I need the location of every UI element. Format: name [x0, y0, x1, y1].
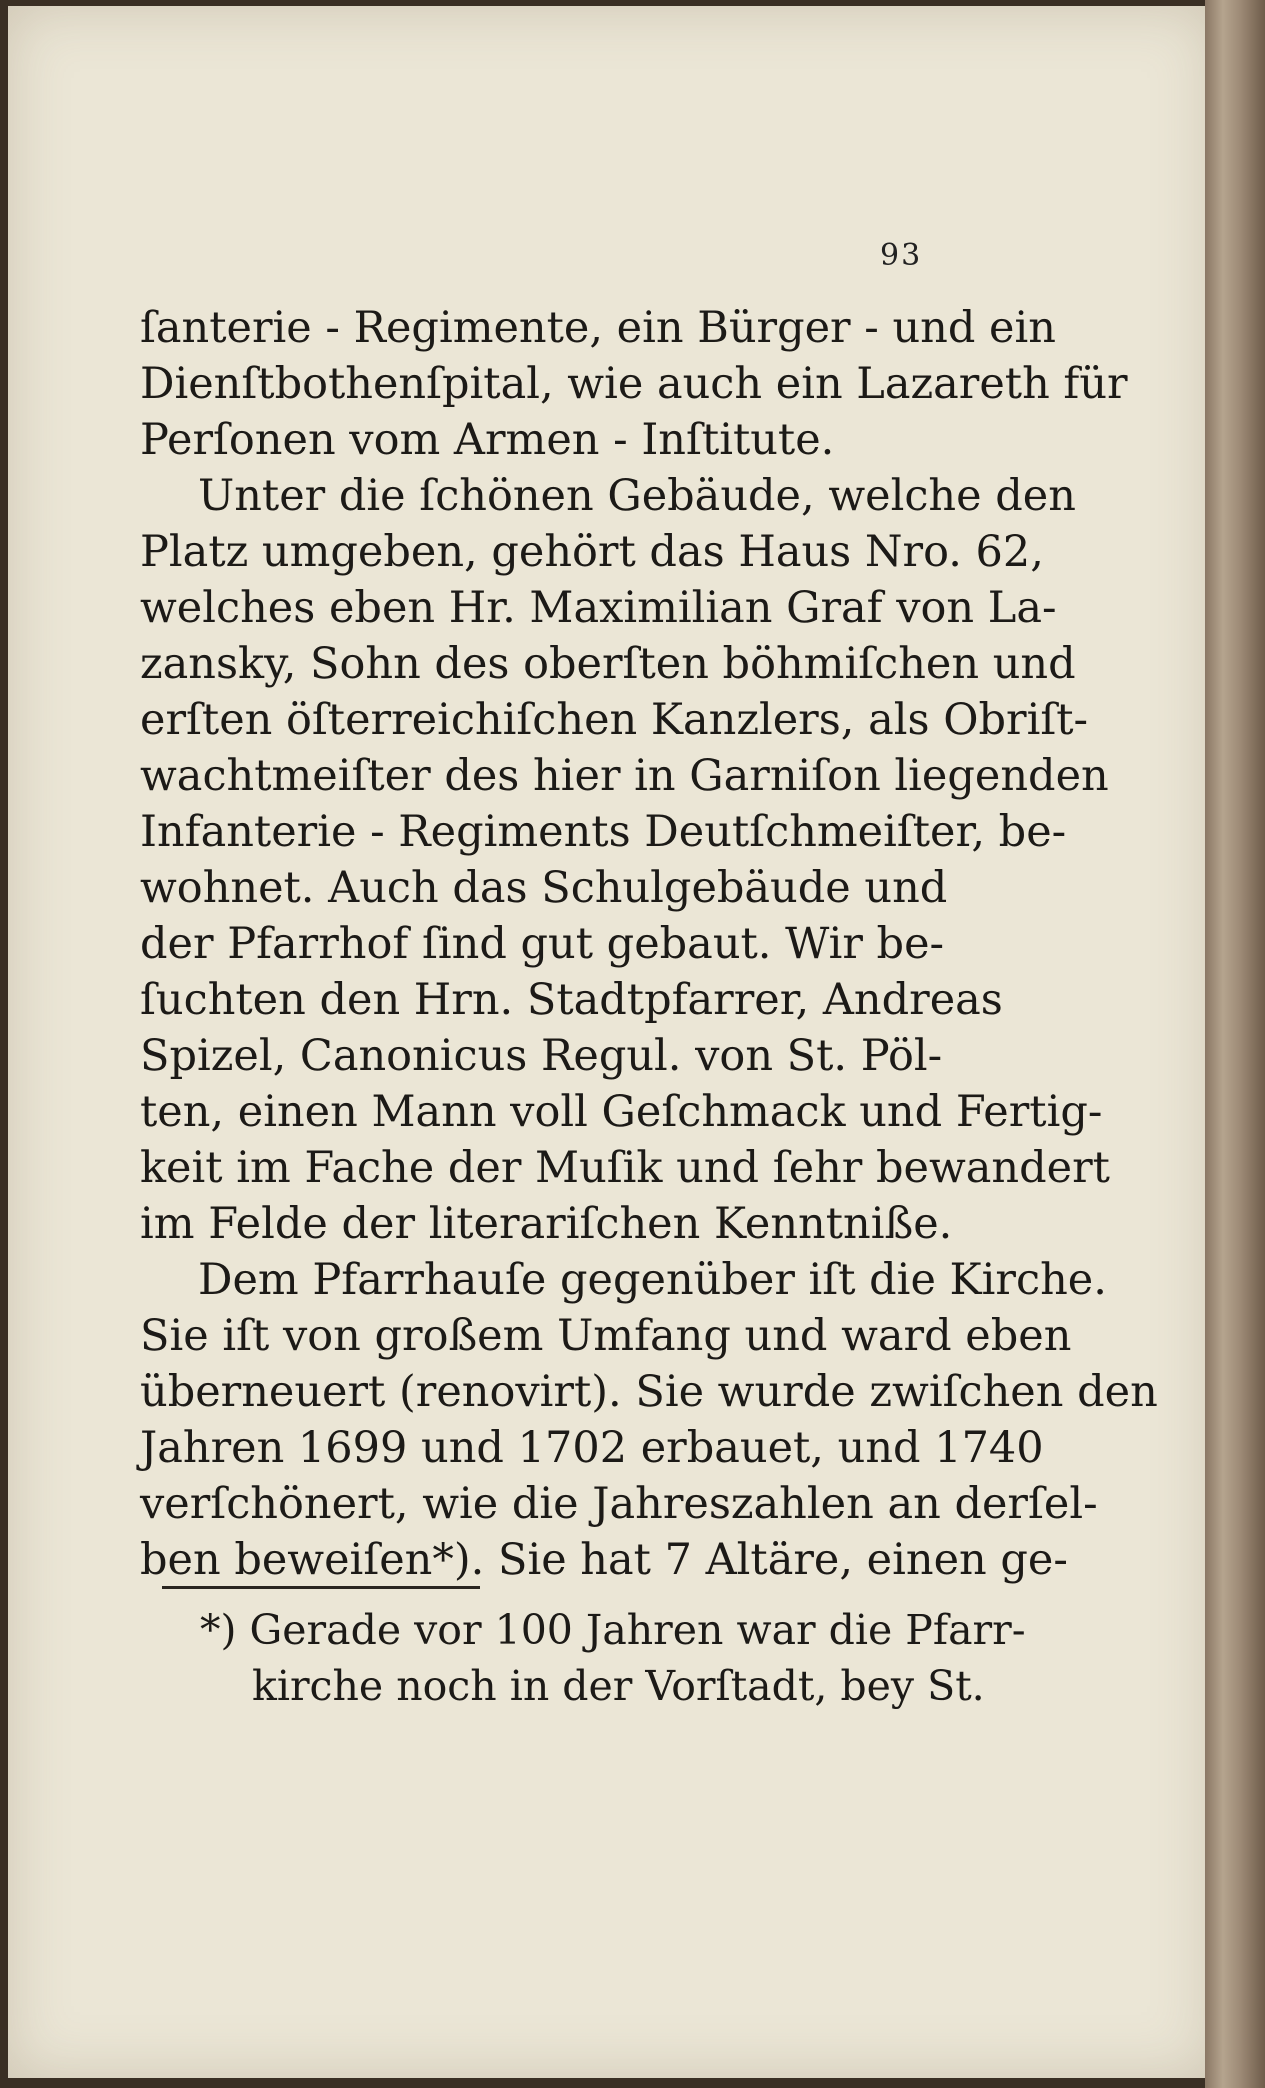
text-line: wohnet. Auch das Schulgebäude und	[140, 863, 948, 913]
text-line: wachtmeiſter des hier in Garniſon liegenden	[140, 751, 1109, 801]
footnote-rule	[162, 1586, 480, 1589]
text-line: keit im Fache der Muſik und ſehr bewandert	[140, 1143, 1110, 1193]
text-line: Dienſtbothenſpital, wie auch ein Lazareth für	[140, 359, 1128, 409]
text-line: Infanterie - Regiments Deutſchmeiſter, be-	[140, 807, 1067, 857]
footnote-line: *) Gerade vor 100 Jahren war die Pfarr-	[200, 1606, 1026, 1654]
text-line: welches eben Hr. Maximilian Graf von La-	[140, 583, 1057, 633]
book-page-edge	[1205, 0, 1265, 2088]
text-line: der Pfarrhof ſind gut gebaut. Wir be-	[140, 919, 945, 969]
text-line: ten, einen Mann voll Geſchmack und Fertig-	[140, 1087, 1103, 1137]
body-text	[140, 300, 1158, 1588]
text-line: Perſonen vom Armen - Inſtitute.	[140, 415, 835, 465]
text-line: verſchönert, wie die Jahreszahlen an derſel-	[140, 1479, 1098, 1529]
text-line: Spizel, Canonicus Regul. von St. Pöl-	[140, 1031, 943, 1081]
footnote-line: kirche noch in der Vorſtadt, bey St.	[252, 1662, 985, 1710]
footnote	[200, 1602, 1026, 1714]
page-number: 93	[880, 238, 923, 273]
text-line: ſanterie - Regimente, ein Bürger - und ein	[140, 303, 1056, 353]
text-line: zansky, Sohn des oberſten böhmiſchen und	[140, 639, 1076, 689]
text-line: Dem Pfarrhauſe gegenüber iſt die Kirche.	[198, 1255, 1107, 1305]
text-line: Jahren 1699 und 1702 erbauet, und 1740	[140, 1423, 1044, 1473]
text-line: ben beweiſen*). Sie hat 7 Altäre, einen ge-	[140, 1535, 1068, 1585]
text-line: ſuchten den Hrn. Stadtpfarrer, Andreas	[140, 975, 1003, 1025]
text-line: Sie iſt von großem Umfang und ward eben	[140, 1311, 1072, 1361]
text-line: Unter die ſchönen Gebäude, welche den	[198, 471, 1076, 521]
text-line: Platz umgeben, gehört das Haus Nro. 62,	[140, 527, 1044, 577]
text-line: im Felde der literariſchen Kenntniße.	[140, 1199, 953, 1249]
text-line: erſten öſterreichiſchen Kanzlers, als Obriſt-	[140, 695, 1089, 745]
text-line: überneuert (renovirt). Sie wurde zwiſchen den	[140, 1367, 1158, 1417]
